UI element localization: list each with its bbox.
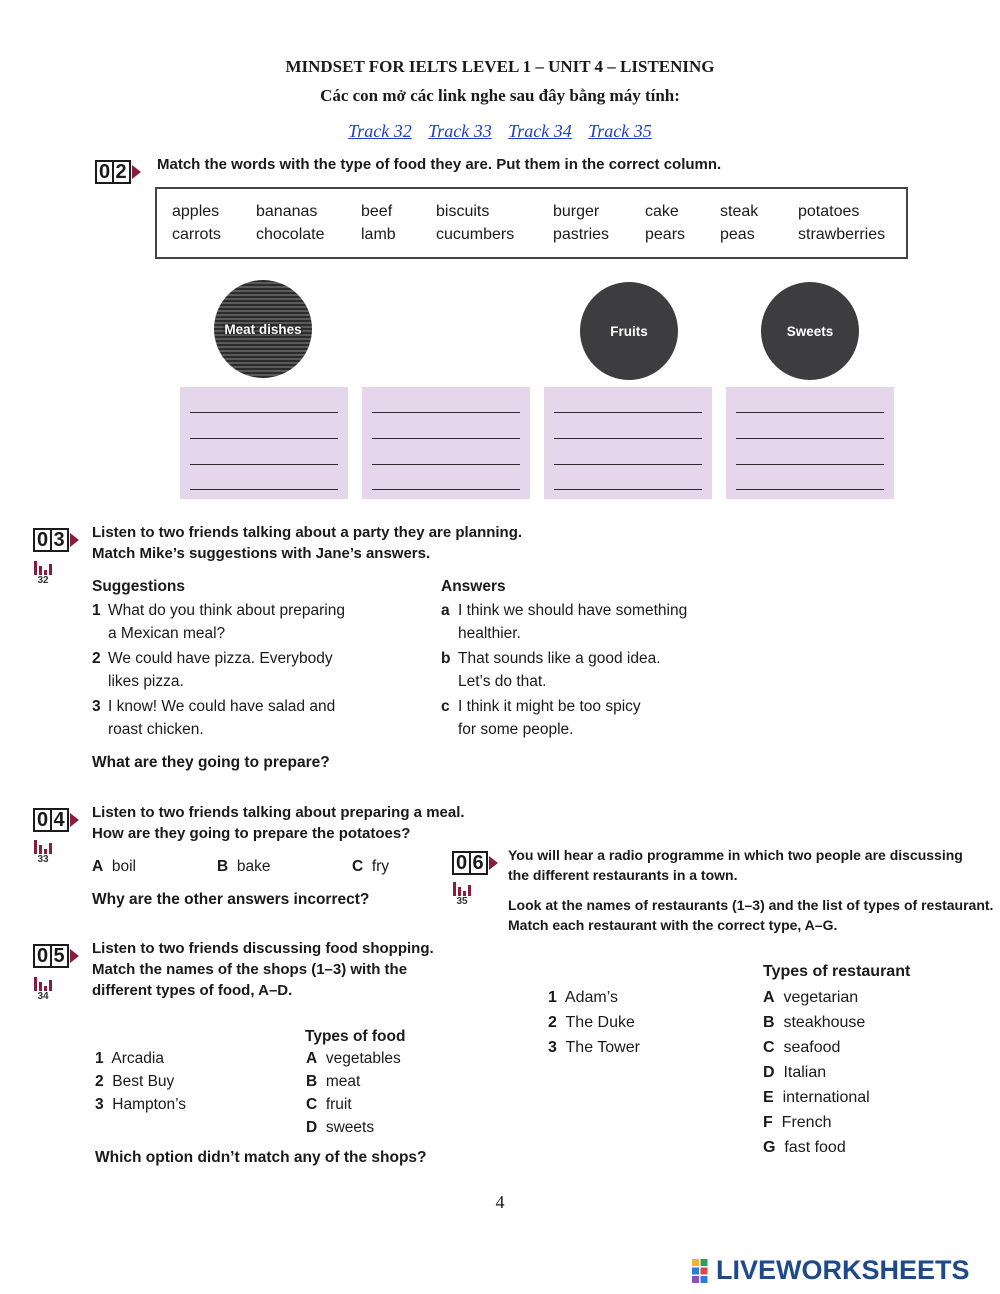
suggestion-item: [92, 647, 392, 693]
ex05-types-heading: Types of food: [305, 1028, 406, 1045]
item-letter: C: [306, 1096, 318, 1113]
audio-track-34-icon: [32, 975, 54, 1002]
instruction-line: Match Mike’s suggestions with Jane’s answers.: [92, 545, 431, 562]
item-letter: A: [306, 1050, 318, 1067]
type-item: [306, 1070, 401, 1093]
ex04-option-a: [92, 855, 136, 878]
answer-line[interactable]: [190, 438, 338, 439]
instruction-line: Match the names of the shops (1–3) with the: [92, 961, 408, 978]
instruction-line: Look at the names of restaurants (1–3) and the list of types of restaurant.: [508, 897, 994, 913]
restaurant-item: [548, 1010, 640, 1035]
answer-column-1: [180, 387, 348, 499]
option-letter: C: [352, 858, 364, 875]
track-34-link[interactable]: Track 34: [508, 121, 572, 141]
text-line: roast chicken.: [108, 721, 204, 738]
item-letter: B: [306, 1073, 318, 1090]
ex03-instruction: [92, 522, 522, 564]
track-32-link[interactable]: Track 32: [348, 121, 412, 141]
type-item: [763, 1085, 870, 1110]
exercise-05-badge: [33, 943, 79, 969]
word: chocolate: [256, 226, 325, 243]
word: bananas: [256, 203, 318, 220]
word-box: [155, 187, 908, 259]
item-text: [458, 695, 641, 741]
answer-line[interactable]: [554, 489, 702, 490]
instruction-line: the different restaurants in a town.: [508, 867, 738, 883]
badge-digit: 0: [33, 808, 52, 832]
liveworksheets-logo-text: LIVEWORKSHEETS: [716, 1255, 970, 1285]
option-text: bake: [236, 858, 271, 875]
item-text: [108, 599, 345, 645]
category-label: Meat dishes: [224, 321, 302, 337]
badge-digit: 0: [33, 528, 52, 552]
shop-name: Hampton’s: [112, 1096, 187, 1113]
ex04-option-b: [217, 855, 270, 878]
play-triangle-icon: [70, 813, 79, 827]
suggestion-item: [92, 599, 392, 645]
ex04-instruction: [92, 802, 465, 844]
track-links: [0, 121, 1000, 142]
shop-name: Arcadia: [111, 1050, 164, 1067]
answer-line[interactable]: [736, 438, 884, 439]
type-text: French: [781, 1114, 832, 1131]
text-line: a Mexican meal?: [108, 625, 226, 642]
answer-line[interactable]: [190, 412, 338, 413]
ex02-instruction: Match the words with the type of food they are. Put them in the correct column.: [157, 156, 722, 173]
badge-digit: 2: [112, 160, 131, 184]
word: cake: [645, 203, 679, 220]
restaurant-name: The Tower: [565, 1039, 640, 1056]
item-number: 3: [548, 1039, 557, 1056]
item-number: 1: [95, 1050, 104, 1067]
type-item: [763, 1135, 870, 1160]
type-item: [306, 1116, 401, 1139]
item-letter: c: [441, 698, 450, 715]
text-line: What do you think about preparing: [108, 602, 345, 619]
item-letter: D: [763, 1064, 775, 1081]
page-subtitle: Các con mở các link nghe sau đây bằng máy tính:: [320, 86, 680, 105]
answer-line[interactable]: [554, 464, 702, 465]
instruction-line: Listen to two friends talking about a party they are planning.: [92, 524, 523, 541]
type-item: [763, 1010, 870, 1035]
type-text: international: [782, 1089, 870, 1106]
item-letter: a: [441, 602, 450, 619]
restaurant-name: The Duke: [565, 1014, 635, 1031]
instruction-line: Listen to two friends talking about preparing a meal.: [92, 804, 465, 821]
exercise-06-badge: [452, 850, 498, 876]
answer-line[interactable]: [736, 464, 884, 465]
play-triangle-icon: [70, 949, 79, 963]
badge-digit: 4: [50, 808, 69, 832]
category-label: Fruits: [610, 323, 648, 339]
exercise-04-badge: [33, 807, 79, 833]
type-text: meat: [325, 1073, 361, 1090]
type-text: Italian: [783, 1064, 827, 1081]
page-number: 4: [495, 1192, 505, 1212]
restaurant-name: Adam’s: [564, 989, 618, 1006]
word: potatoes: [798, 203, 860, 220]
type-item: [306, 1093, 401, 1116]
type-text: steakhouse: [783, 1014, 866, 1031]
item-text: [458, 647, 661, 693]
suggestions-list: [92, 599, 392, 741]
answer-line[interactable]: [372, 464, 520, 465]
text-line: That sounds like a good idea.: [458, 650, 661, 667]
ex04-option-c: [352, 855, 389, 878]
item-number: 2: [92, 650, 101, 667]
option-letter: B: [217, 858, 229, 875]
text-line: I know! We could have salad and: [108, 698, 336, 715]
word: apples: [172, 203, 220, 220]
option-text: boil: [111, 858, 136, 875]
answer-line[interactable]: [372, 489, 520, 490]
text-line: We could have pizza. Everybody: [108, 650, 333, 667]
item-letter: G: [763, 1139, 776, 1156]
word: peas: [720, 226, 755, 243]
answer-column-4: [726, 387, 894, 499]
word: pastries: [553, 226, 610, 243]
shop-item: [95, 1093, 186, 1116]
play-triangle-icon: [70, 533, 79, 547]
liveworksheets-logo-icon: [692, 1259, 716, 1283]
answer-line[interactable]: [372, 412, 520, 413]
text-line: I think we should have something: [458, 602, 688, 619]
item-letter: A: [763, 989, 775, 1006]
ex06-types-heading: Types of restaurant: [763, 963, 911, 980]
ex06-types-list: [763, 985, 870, 1160]
instruction-line: Listen to two friends discussing food shopping.: [92, 940, 434, 957]
badge-digit: 0: [95, 160, 114, 184]
word: lamb: [361, 226, 396, 243]
option-letter: A: [92, 858, 104, 875]
restaurant-item: [548, 1035, 640, 1060]
audio-track-35-icon: [451, 880, 473, 907]
text-line: healthier.: [458, 625, 521, 642]
type-item: [763, 1110, 870, 1135]
item-letter: E: [763, 1089, 774, 1106]
shop-item: [95, 1047, 186, 1070]
answer-item: [441, 695, 741, 741]
play-triangle-icon: [489, 856, 498, 870]
item-number: 3: [95, 1096, 104, 1113]
answer-line[interactable]: [736, 412, 884, 413]
restaurant-item: [548, 985, 640, 1010]
item-number: 3: [92, 698, 101, 715]
ex05-shops-list: [95, 1047, 186, 1116]
type-item: [763, 1060, 870, 1085]
ex03-question: What are they going to prepare?: [92, 754, 330, 771]
answer-column-2: [362, 387, 530, 499]
answer-column-3: [544, 387, 712, 499]
audio-track-32-icon: [32, 559, 54, 586]
item-number: 2: [95, 1073, 104, 1090]
play-triangle-icon: [132, 165, 141, 179]
type-item: [763, 985, 870, 1010]
text-line: likes pizza.: [108, 673, 184, 690]
word: carrots: [172, 226, 221, 243]
answer-line[interactable]: [554, 438, 702, 439]
badge-digit: 0: [33, 944, 52, 968]
type-text: vegetables: [325, 1050, 401, 1067]
suggestion-item: [92, 695, 392, 741]
ex05-question: Which option didn’t match any of the shops?: [95, 1149, 427, 1166]
item-letter: D: [306, 1119, 318, 1136]
word: cucumbers: [436, 226, 515, 243]
item-text: [108, 695, 335, 741]
instruction-line: Match each restaurant with the correct type, A–G.: [508, 917, 838, 933]
answer-line[interactable]: [190, 489, 338, 490]
track-number: 32: [37, 575, 49, 586]
badge-digit: 5: [50, 944, 69, 968]
shop-name: Best Buy: [112, 1073, 175, 1090]
track-number: 33: [37, 854, 49, 865]
track-number: 35: [456, 896, 468, 907]
ex04-question: Why are the other answers incorrect?: [92, 891, 370, 908]
item-letter: b: [441, 650, 451, 667]
answer-item: [441, 599, 741, 645]
ex06-restaurants-list: [548, 985, 640, 1060]
category-sweets: [761, 282, 859, 380]
type-item: [763, 1035, 870, 1060]
word: strawberries: [798, 226, 886, 243]
category-meat-dishes: [214, 280, 312, 378]
answers-list: [441, 599, 741, 741]
word: biscuits: [436, 203, 490, 220]
answer-line[interactable]: [554, 412, 702, 413]
text-line: I think it might be too spicy: [458, 698, 641, 715]
item-number: 1: [548, 989, 557, 1006]
instruction-line: How are they going to prepare the potatoes?: [92, 825, 411, 842]
word: steak: [720, 203, 759, 220]
type-text: fast food: [784, 1139, 846, 1156]
answer-line[interactable]: [372, 438, 520, 439]
type-text: sweets: [325, 1119, 375, 1136]
suggestions-heading: Suggestions: [92, 578, 186, 595]
type-item: [306, 1047, 401, 1070]
item-letter: C: [763, 1039, 775, 1056]
category-label: Sweets: [786, 323, 834, 339]
answer-item: [441, 647, 741, 693]
word: pears: [645, 226, 686, 243]
track-33-link[interactable]: Track 33: [428, 121, 492, 141]
track-35-link[interactable]: Track 35: [588, 121, 652, 141]
ex05-types-list: [306, 1047, 401, 1139]
exercise-02-badge: [95, 159, 141, 185]
category-fruits: [580, 282, 678, 380]
audio-track-33-icon: [32, 838, 54, 865]
type-text: vegetarian: [783, 989, 859, 1006]
word: burger: [553, 203, 600, 220]
answer-line[interactable]: [736, 489, 884, 490]
item-text: [108, 647, 333, 693]
answers-heading: Answers: [441, 578, 506, 595]
text-line: Let’s do that.: [458, 673, 547, 690]
option-text: fry: [371, 858, 390, 875]
type-text: fruit: [325, 1096, 352, 1113]
shop-item: [95, 1070, 186, 1093]
ex05-instruction: [92, 938, 434, 1001]
badge-digit: 6: [469, 851, 488, 875]
track-number: 34: [37, 991, 49, 1002]
text-line: for some people.: [458, 721, 574, 738]
ex06-instruction: [508, 845, 993, 935]
word: beef: [361, 203, 393, 220]
item-letter: F: [763, 1114, 773, 1131]
item-number: 2: [548, 1014, 557, 1031]
type-text: seafood: [783, 1039, 841, 1056]
item-number: 1: [92, 602, 101, 619]
liveworksheets-logo: [692, 1255, 970, 1286]
item-letter: B: [763, 1014, 775, 1031]
item-text: [458, 599, 687, 645]
badge-digit: 3: [50, 528, 69, 552]
instruction-line: different types of food, A–D.: [92, 982, 293, 999]
page-title: MINDSET FOR IELTS LEVEL 1 – UNIT 4 – LISTENING: [285, 57, 715, 76]
answer-line[interactable]: [190, 464, 338, 465]
instruction-line: You will hear a radio programme in which two people are discussing: [508, 847, 963, 863]
badge-digit: 0: [452, 851, 471, 875]
exercise-03-badge: [33, 527, 79, 553]
